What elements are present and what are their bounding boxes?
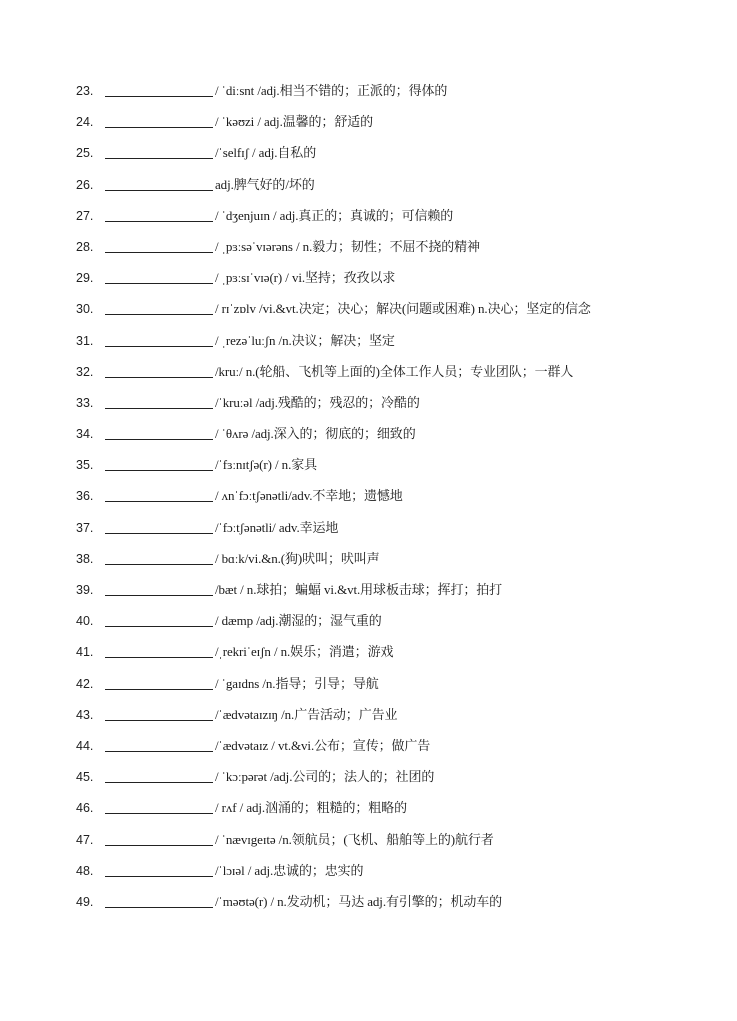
item-number: 43. [76,707,94,722]
item-number: 45. [76,770,94,785]
item-number: 29. [76,271,94,286]
answer-blank-line [105,314,213,315]
vocab-row [0,174,737,205]
answer-blank-line [105,96,213,97]
word-definition: / ˈnævɪgeɪtə /n.领航员；(飞机、船舶等上的)航行者 [215,831,494,847]
word-definition: / rʌf / adj.汹涌的；粗糙的；粗略的 [215,800,407,816]
item-number: 41. [76,645,94,660]
item-number: 24. [76,115,94,130]
word-definition: / ʌnˈfɔːtʃənətli/adv.不幸地；遗憾地 [215,488,403,504]
vocab-row [0,361,737,392]
word-definition: /ˈlɔɪəl / adj.忠诚的；忠实的 [215,862,364,878]
answer-blank-line [105,346,213,347]
vocab-row [0,142,737,173]
word-definition: / ˈθʌrə /adj.深入的；彻底的；细致的 [215,426,416,442]
item-number: 40. [76,614,94,629]
vocab-row [0,454,737,485]
answer-blank-line [105,127,213,128]
vocab-row [0,704,737,735]
item-number: 44. [76,738,94,753]
item-number: 30. [76,302,94,317]
answer-blank-line [105,158,213,159]
item-number: 31. [76,333,94,348]
answer-blank-line [105,252,213,253]
item-number: 38. [76,551,94,566]
vocab-row [0,236,737,267]
word-definition: / ˈgaɪdns /n.指导；引导；导航 [215,675,379,691]
item-number: 37. [76,520,94,535]
answer-blank-line [105,501,213,502]
word-definition: /ˈkruːəl /adj.残酷的；残忍的；冷酷的 [215,394,420,410]
vocab-row [0,80,737,111]
answer-blank-line [105,595,213,596]
vocab-row [0,517,737,548]
item-number: 39. [76,583,94,597]
item-number: 23. [76,84,94,98]
answer-blank-line [105,813,213,814]
vocab-row [0,797,737,828]
answer-blank-line [105,845,213,846]
answer-blank-line [105,626,213,627]
answer-blank-line [105,751,213,752]
vocab-row [0,641,737,672]
vocab-row [0,205,737,236]
vocab-row [0,548,737,579]
item-number: 46. [76,801,94,816]
answer-blank-line [105,907,213,908]
answer-blank-line [105,470,213,471]
word-definition: / ˈkɔːpərət /adj.公司的；法人的；社团的 [215,769,435,785]
word-definition: /ˈfɜːnɪtʃə(r) / n.家具 [215,457,318,473]
item-number: 28. [76,239,94,254]
item-number: 27. [76,208,94,223]
vocab-row [0,891,737,922]
word-definition: / ˌpɜːsɪˈvɪə(r) / vi.坚持；孜孜以求 [215,270,396,286]
vocab-row [0,829,737,860]
answer-blank-line [105,221,213,222]
item-number: 32. [76,364,94,379]
vocab-row [0,298,737,329]
vocab-row [0,423,737,454]
answer-blank-line [105,689,213,690]
answer-blank-line [105,564,213,565]
item-number: 34. [76,427,94,442]
word-definition: /ˈædvətaɪzɪŋ /n.广告活动；广告业 [215,706,398,722]
word-definition: /kruː/ n.(轮船、飞机等上面的)全体工作人员；专业团队；一群人 [215,363,574,379]
word-definition: / ˈkəʊzi / adj.温馨的；舒适的 [215,114,374,130]
answer-blank-line [105,876,213,877]
vocab-row [0,735,737,766]
vocab-row [0,860,737,891]
word-definition: /ˌrekriˈeɪʃn / n.娱乐；消遣；游戏 [215,644,394,660]
answer-blank-line [105,283,213,284]
word-definition: / ˌpɜːsəˈvɪərəns / n.毅力；韧性；不屈不挠的精神 [215,238,480,254]
item-number: 47. [76,832,94,847]
item-number: 48. [76,863,94,878]
answer-blank-line [105,720,213,721]
vocab-row [0,766,737,797]
word-definition: / ˌrezəˈluːʃn /n.决议；解决；坚定 [215,332,395,348]
answer-blank-line [105,190,213,191]
vocab-row [0,673,737,704]
answer-blank-line [105,439,213,440]
vocab-row [0,610,737,641]
vocab-row [0,485,737,516]
word-definition: /ˈməʊtə(r) / n.发动机；马达 adj.有引擎的；机动车的 [215,893,503,909]
item-number: 42. [76,676,94,691]
word-definition: adj.脾气好的/坏的 [215,176,315,192]
item-number: 36. [76,489,94,504]
vocab-row [0,392,737,423]
word-definition: /ˈselfɪʃ / adj.自私的 [215,145,317,161]
item-number: 33. [76,395,94,410]
vocab-row [0,579,737,610]
answer-blank-line [105,408,213,409]
item-number: 35. [76,458,94,473]
vocab-row [0,267,737,298]
answer-blank-line [105,657,213,658]
vocab-row [0,111,737,142]
vocabulary-list [0,80,737,922]
vocab-row [0,330,737,361]
answer-blank-line [105,782,213,783]
word-definition: / ˈdiːsnt /adj.相当不错的；正派的；得体的 [215,83,448,98]
word-definition: /ˈfɔːtʃənətli/ adv.幸运地 [215,519,339,535]
answer-blank-line [105,377,213,378]
word-definition: / dæmp /adj.潮湿的；湿气重的 [215,613,382,629]
item-number: 26. [76,177,94,192]
word-definition: /ˈædvətaɪz / vt.&vi.公布；宣传；做广告 [215,737,431,753]
item-number: 49. [76,894,94,909]
word-definition: /bæt / n.球拍；蝙蝠 vi.&vt.用球板击球；挥打；拍打 [215,582,503,597]
item-number: 25. [76,146,94,161]
answer-blank-line [105,533,213,534]
word-definition: / bɑːk/vi.&n.(狗)吠叫；吠叫声 [215,550,380,566]
word-definition: / ˈdʒenjuɪn / adj.真正的；真诚的；可信赖的 [215,207,454,223]
word-definition: / rɪˈzɒlv /vi.&vt.决定；决心；解决(问题或困难) n.决心；坚定的信念 [215,301,591,317]
